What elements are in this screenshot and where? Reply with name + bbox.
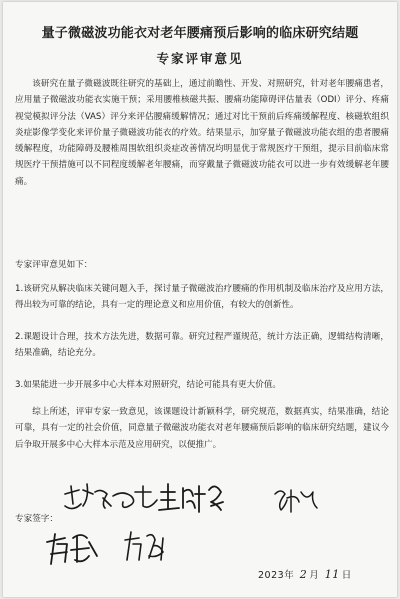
signature-5 [125, 532, 163, 560]
date-day-suffix: 日 [341, 570, 352, 581]
document-date [258, 567, 352, 581]
date-year: 2023 [258, 570, 285, 581]
date-month: 2 [299, 568, 308, 581]
date-month-suffix: 月 [309, 570, 320, 581]
opinion-item-1: 1.该研究从解决临床关键问题入手，探讨量子微磁波治疗腰痛的作用机制及临床治疗及应用方法，得出较为可靠的结论，具有一定的理论意义和应用价值，有较大的创新性。 [15, 284, 389, 311]
signature-label: 专家签字： [15, 514, 58, 524]
opinion-item-3: 3.如果能进一步开展多中心大样本对照研究，结论可能具有更大价值。 [15, 380, 282, 390]
signature-2 [159, 484, 223, 512]
opinions-heading: 专家评审意见如下： [15, 260, 93, 270]
document-subtitle: 专家评审意见 [156, 51, 244, 66]
signature-3 [275, 490, 317, 512]
conclusion-paragraph: 综上所述，评审专家一致意见，该课题设计新颖科学，研究规范，数据真实，结果准确，结论可靠，具有一定的社会价值，同意量子微磁波功能衣对老年腰痛预后影响的临床研究结题，建议今后争取开展多中心大样本示范及应用研究，以便推广。 [15, 407, 389, 450]
signature-1 [65, 484, 157, 509]
handwritten-signatures [43, 472, 343, 572]
document-title: 量子微磁波功能衣对老年腰痛预后影响的临床研究结题 [41, 26, 359, 41]
date-day: 11 [324, 568, 340, 581]
summary-paragraph: 该研究在量子微磁波既往研究的基础上，通过前瞻性、开发、对照研究，针对老年腰痛患者，应用量子微磁波功能衣实施干预；采用腰椎核磁共振、腰痛功能障碍评估量表（ODI）评分、疼痛视觉模拟评分法（VAS）评分来评估腰痛缓解情况；通过对比干预前后疼痛缓解程度、核磁软组织炎症影像学变化来评价量子微磁波功能衣的疗效。结果显示，加穿量子微磁波功能衣组的患者腰痛缓解程度，功能障碍及腰椎周围软组织炎症改善情况均明显优于常规医疗干预组，提示目前临床常规医疗干预措施可以不同程度缓解老年腰痛，而穿戴量子微磁波功能衣可以进一步有效缓解老年腰痛。 [15, 79, 389, 187]
document-page [3, 2, 397, 597]
date-year-suffix: 年 [284, 570, 295, 581]
opinion-item-2: 2.课题设计合理，技术方法先进，数据可靠。研究过程严谨规范，统计方法正确，逻辑结构清晰，结果准确，结论充分。 [15, 332, 389, 359]
signature-4 [47, 534, 97, 564]
